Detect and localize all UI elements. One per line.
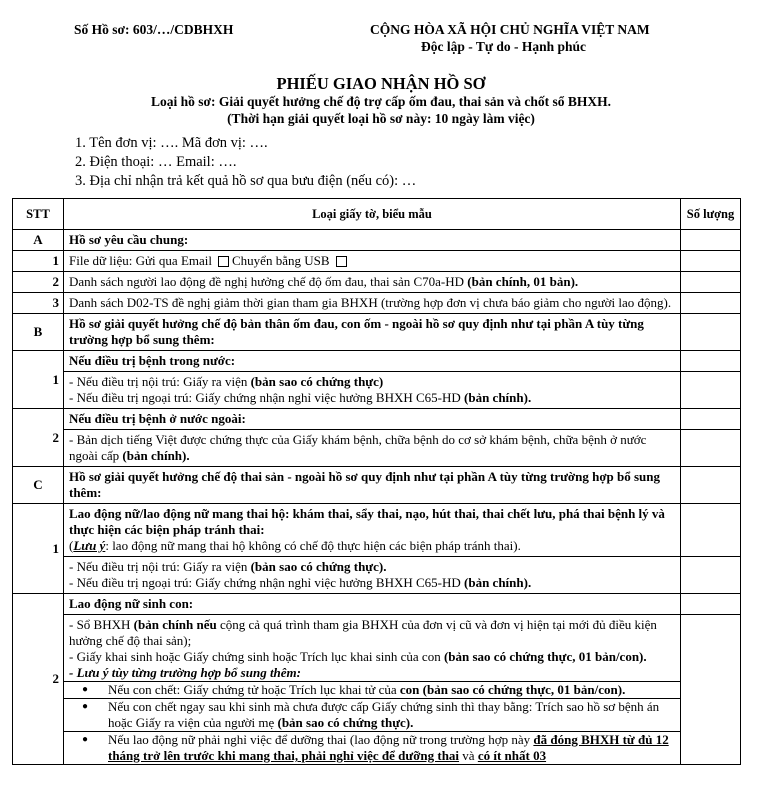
table-row (13, 409, 741, 430)
table-row (13, 504, 741, 557)
table-header-row (13, 199, 741, 230)
col-header-quantity: Số lượng (681, 199, 741, 230)
list-item (64, 731, 680, 764)
document-type: Loại hồ sơ: Giải quyết hưởng chế độ trợ cấp ốm đau, thai sản và chốt sổ BHXH. (151, 94, 611, 109)
row-number: 1 (13, 251, 64, 272)
section-a-row (13, 230, 741, 251)
row-emphasis: (bản sao có chứng thực) (250, 374, 384, 389)
row-emphasis: (bản chính, 01 bản). (467, 274, 579, 289)
row-emphasis: (bản chính). (464, 575, 532, 590)
row-content (64, 504, 681, 557)
section-title: Hồ sơ yêu cầu chung: (64, 230, 681, 251)
quantity-cell (681, 409, 741, 430)
row-content: Danh sách D02-TS đề nghị giảm thời gian tham gia BHXH (trường hợp đơn vị chưa báo giảm cho người lao động). (64, 293, 681, 314)
table-row (13, 351, 741, 372)
row-text: Nếu con chết: Giấy chứng tử hoặc Trích lục khai tử của (108, 682, 400, 697)
row-number: 1 (13, 351, 64, 409)
row-emphasis: (bản sao có chứng thực). (250, 559, 387, 574)
row-text: Nếu con chết ngay sau khi sinh mà chưa được cấp Giấy chứng sinh thì thay bằng: Trích sao hồ sơ bệnh án hoặc Giấy ra viện của người mẹ (108, 699, 660, 730)
nation-title: CỘNG HÒA XÃ HỘI CHỦ NGHĨA VIỆT NAM (370, 22, 650, 37)
info-address: 3. Địa chỉ nhận trả kết quả hồ sơ qua bưu điện (nếu có): … (75, 173, 417, 189)
deadline-note: (Thời hạn giải quyết loại hồ sơ này: 10 ngày làm việc) (227, 111, 535, 126)
table-row (13, 430, 741, 467)
section-title: Hồ sơ giải quyết hưởng chế độ bản thân ốm đau, con ốm - ngoài hồ sơ quy định như tại phần A tùy từng trường hợp bổ sung thêm: (64, 314, 681, 351)
file-number: Số Hồ sơ: 603/…/CDBHXH (74, 22, 234, 37)
row-emphasis: đã đóng BHXH từ đủ 12 tháng trở lên trước khi mang thai, phải nghỉ việc để dưỡng thai (108, 732, 669, 763)
quantity-cell (681, 430, 741, 467)
quantity-cell (681, 351, 741, 372)
row-content (64, 251, 681, 272)
page-title: PHIẾU GIAO NHẬN HỒ SƠ (276, 74, 486, 93)
section-number: A (13, 230, 64, 251)
row-subtitle: Lao động nữ sinh con: (64, 594, 681, 615)
quantity-cell (681, 230, 741, 251)
row-content (64, 372, 681, 409)
quantity-cell (681, 504, 741, 557)
section-c-row (13, 467, 741, 504)
quantity-cell (681, 467, 741, 504)
table-row (13, 615, 741, 765)
table-row (13, 557, 741, 594)
quantity-cell (681, 314, 741, 351)
row-emphasis: (bản chính). (464, 390, 532, 405)
row-content (64, 430, 681, 467)
row-emphasis: con (bản sao có chứng thực, 01 bản/con). (399, 682, 626, 697)
note-label: Lưu ý (73, 538, 106, 553)
row-text: - Bản dịch tiếng Việt được chứng thực của Giấy khám bệnh, chữa bệnh do cơ sở khám bệnh, chữa bệnh ở nước ngoài cấp (69, 432, 647, 463)
row-text: - Nếu điều trị ngoại trú: Giấy chứng nhận nghỉ việc hưởng BHXH C65-HD (69, 390, 465, 405)
section-number: C (13, 467, 64, 504)
info-phone: 2. Điện thoại: … Email: …. (75, 154, 237, 170)
email-option-label: File dữ liệu: Gửi qua Email (69, 253, 212, 268)
col-header-document: Loại giấy tờ, biểu mẫu (64, 199, 681, 230)
row-emphasis: (bản chính nếu (133, 617, 217, 632)
row-text: - Nếu điều trị nội trú: Giấy ra viện (69, 374, 251, 389)
row-number: 2 (13, 272, 64, 293)
usb-option-label: Chuyển bằng USB (232, 253, 330, 268)
row-emphasis: (bản chính). (122, 448, 190, 463)
row-number: 2 (13, 409, 64, 467)
row-content (64, 557, 681, 594)
row-emphasis: (bản sao có chứng thực, 01 bản/con). (443, 649, 647, 664)
email-checkbox[interactable] (218, 256, 229, 267)
row-text: - Nếu điều trị nội trú: Giấy ra viện (69, 559, 251, 574)
table-row (13, 594, 741, 615)
row-subtitle: Nếu điều trị bệnh ở nước ngoài: (64, 409, 681, 430)
row-number: 3 (13, 293, 64, 314)
row-text: cộng cả quá trình tham gia BHXH của đơn vị cũ và đơn vị hiện tại mới đủ điều kiện hưởng chế độ thai sản); (69, 617, 657, 648)
list-item (64, 698, 680, 731)
row-number: 1 (13, 504, 64, 594)
quantity-cell (681, 594, 741, 615)
section-number: B (13, 314, 64, 351)
quantity-cell (681, 272, 741, 293)
row-number: 2 (13, 594, 64, 765)
row-content (64, 615, 681, 765)
info-unit: 1. Tên đơn vị: …. Mã đơn vị: …. (75, 135, 268, 151)
note-label: - Lưu ý tùy từng trường hợp bổ sung thêm: (69, 665, 301, 680)
quantity-cell (681, 557, 741, 594)
row-text: - Giấy khai sinh hoặc Giấy chứng sinh hoặc Trích lục khai sinh của con (69, 649, 444, 664)
row-emphasis: (bản sao có chứng thực). (277, 715, 414, 730)
row-subtitle: Lao động nữ/lao động nữ mang thai hộ: khám thai, sẩy thai, nạo, hút thai, thai chết lưu, phá thai bệnh lý và thực hiện các biện pháp tránh thai: (69, 506, 665, 537)
quantity-cell (681, 293, 741, 314)
list-item (64, 681, 680, 698)
usb-checkbox[interactable] (336, 256, 347, 267)
quantity-cell (681, 251, 741, 272)
row-emphasis: có ít nhất 03 (477, 748, 547, 763)
row-text: - Nếu điều trị ngoại trú: Giấy chứng nhận nghỉ việc hưởng BHXH C65-HD (69, 575, 465, 590)
document-table (12, 198, 741, 765)
table-row (13, 293, 741, 314)
motto: Độc lập - Tự do - Hạnh phúc (421, 39, 587, 54)
quantity-cell (681, 615, 741, 765)
quantity-cell (681, 372, 741, 409)
row-text: - Sổ BHXH (69, 617, 134, 632)
col-header-stt: STT (13, 199, 64, 230)
row-subtitle: Nếu điều trị bệnh trong nước: (64, 351, 681, 372)
section-title: Hồ sơ giải quyết hưởng chế độ thai sản - ngoài hồ sơ quy định như tại phần A tùy từng trường hợp bổ sung thêm: (64, 467, 681, 504)
row-text: Danh sách người lao động đề nghị hưởng chế độ ốm đau, thai sản C70a-HD (69, 274, 468, 289)
row-text: và (459, 748, 478, 763)
section-b-row (13, 314, 741, 351)
row-text: : lao động nữ mang thai hộ không có chế độ thực hiện các biện pháp tránh thai). (105, 538, 521, 553)
table-row (13, 251, 741, 272)
table-row (13, 272, 741, 293)
note-open: ( (69, 538, 74, 553)
row-text: Nếu lao động nữ phải nghỉ việc để dưỡng thai (lao động nữ trong trường hợp này (108, 732, 534, 747)
table-row (13, 372, 741, 409)
bullet-list (69, 681, 675, 764)
row-content (64, 272, 681, 293)
